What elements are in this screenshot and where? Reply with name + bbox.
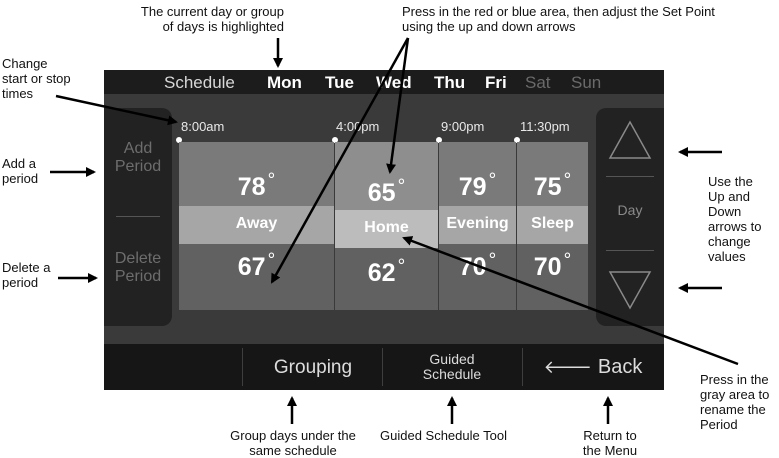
annotation-grouping: Group days under the same schedule: [230, 428, 356, 458]
annotation-guided: Guided Schedule Tool: [380, 428, 507, 443]
annotation-delete-period: Delete a period: [2, 260, 51, 290]
period-time-1[interactable]: 8:00am: [181, 119, 225, 134]
arrow-set-point-red: [272, 38, 408, 282]
degree-symbol: °: [397, 176, 406, 197]
period-name: Home: [364, 219, 409, 236]
day-label: Day: [617, 202, 643, 218]
delete-period-button[interactable]: Delete Period: [114, 250, 162, 285]
guided-schedule-button[interactable]: Guided Schedule: [422, 351, 482, 382]
period-time-3[interactable]: 9:00pm: [441, 119, 485, 134]
day-wed[interactable]: Wed: [376, 73, 412, 92]
cool-setpoint: 79: [458, 173, 487, 201]
degree-symbol: °: [267, 250, 276, 271]
degree-symbol: °: [267, 170, 276, 191]
heat-setpoint: 62: [367, 259, 396, 287]
annotation-change-times: Change start or stop times: [2, 56, 71, 101]
annotation-day-highlight: The current day or group of days is highlighted: [140, 4, 284, 34]
day-sat[interactable]: Sat: [525, 73, 551, 92]
day-fri[interactable]: Fri: [485, 73, 507, 92]
degree-symbol: °: [488, 170, 497, 191]
annotation-rename: Press in the gray area to rename the Period: [700, 372, 770, 432]
cool-setpoint: 65: [367, 179, 396, 207]
back-label: Back: [597, 356, 643, 378]
heat-setpoint: 67: [237, 253, 266, 281]
period-name: Evening: [446, 215, 509, 232]
annotation-set-point: Press in the red or blue area, then adjust the Set Point using the up and down arrows: [402, 4, 715, 34]
period-time-2[interactable]: 4:00pm: [336, 119, 380, 134]
day-mon[interactable]: Mon: [267, 73, 302, 92]
arrow-set-point-blue: [390, 38, 408, 172]
schedule-label: Schedule: [164, 73, 235, 92]
day-thu[interactable]: Thu: [434, 73, 466, 92]
arrow-change-times: [56, 96, 176, 122]
cool-setpoint: 78: [237, 173, 266, 201]
degree-symbol: °: [397, 256, 406, 277]
period-name: Away: [235, 215, 278, 232]
day-tue[interactable]: Tue: [325, 73, 354, 92]
degree-symbol: °: [488, 250, 497, 271]
degree-symbol: °: [563, 170, 572, 191]
degree-symbol: °: [563, 250, 572, 271]
back-arrow-icon: 🡐: [543, 357, 592, 377]
annotation-up-down: Use the Up and Down arrows to change values: [708, 174, 762, 264]
grouping-button[interactable]: Grouping: [273, 357, 353, 378]
period-time-4[interactable]: 11:30pm: [520, 119, 570, 134]
annotation-add-period: Add a period: [2, 156, 39, 186]
heat-setpoint: 70: [458, 253, 487, 281]
period-name: Sleep: [531, 215, 574, 232]
cool-setpoint: 75: [533, 173, 562, 201]
annotation-back: Return to the Menu: [582, 428, 638, 458]
heat-setpoint: 70: [533, 253, 562, 281]
arrow-rename: [404, 238, 738, 364]
day-sun[interactable]: Sun: [571, 73, 602, 92]
add-period-button[interactable]: Add Period: [114, 140, 162, 175]
